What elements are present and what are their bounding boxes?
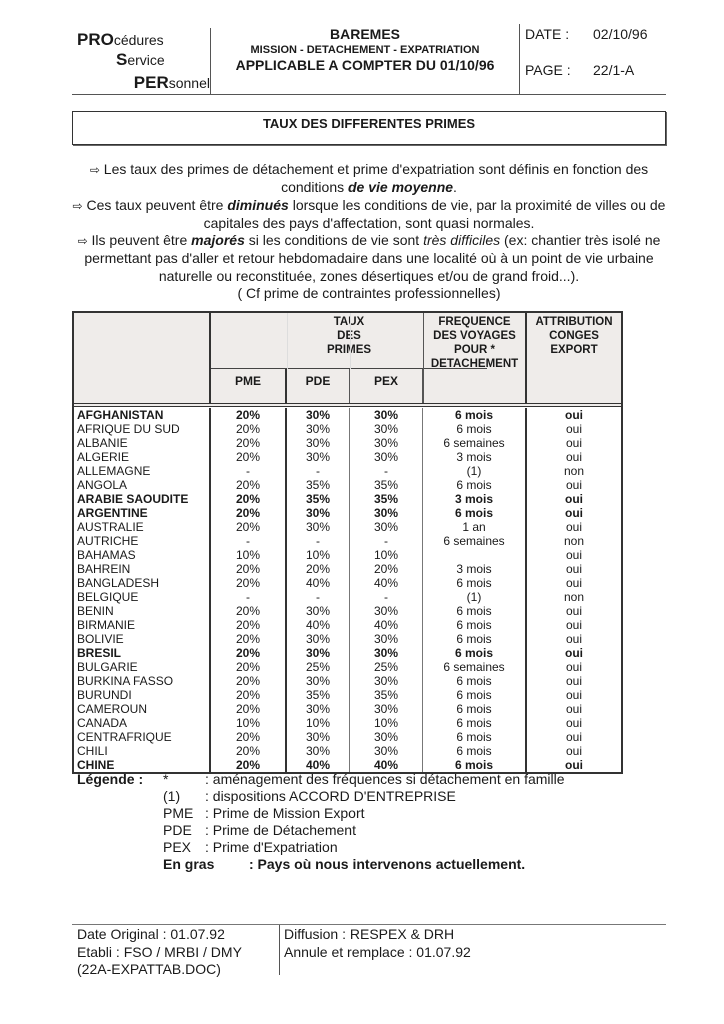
date-value: 02/10/96 bbox=[593, 26, 648, 42]
cell-attr: oui bbox=[565, 688, 582, 702]
cell-pde: 30% bbox=[287, 520, 350, 534]
cell-country: CANADA bbox=[74, 716, 211, 730]
legend-desc: : Prime de Détachement bbox=[205, 822, 356, 838]
cell-pex: 35% bbox=[350, 478, 423, 492]
cell-pme: 20% bbox=[211, 562, 287, 576]
legend-key: * bbox=[163, 771, 169, 787]
cell-pme: 20% bbox=[211, 450, 287, 464]
cell-freq: 6 mois bbox=[423, 646, 527, 660]
header-line: ATTRIBUTION bbox=[535, 316, 613, 328]
logo-cedures: cédures bbox=[113, 32, 164, 48]
table-row bbox=[74, 492, 621, 506]
header-line: FREQUENCE bbox=[438, 316, 511, 328]
cell-pex: 30% bbox=[350, 436, 423, 450]
cell-country: ALBANIE bbox=[74, 436, 211, 450]
table-row bbox=[74, 590, 621, 604]
table-row bbox=[74, 576, 621, 590]
footer-left bbox=[77, 926, 242, 979]
cell-freq: 6 mois bbox=[423, 506, 527, 520]
emphasis-text: majorés bbox=[191, 232, 245, 249]
table-row bbox=[74, 534, 621, 548]
header-line: DES VOYAGES bbox=[433, 330, 516, 342]
cell-pex: 40% bbox=[350, 576, 423, 590]
header-line: PRIMES bbox=[326, 344, 372, 356]
table-row bbox=[74, 688, 621, 702]
table-row bbox=[74, 646, 621, 660]
intro-text-span: . bbox=[453, 179, 457, 196]
header-divider bbox=[287, 313, 288, 369]
cell-country: AFRIQUE DU SUD bbox=[74, 422, 211, 436]
cell-pme: 20% bbox=[211, 632, 287, 646]
table-header bbox=[74, 313, 621, 407]
legend-desc: : Prime de Mission Export bbox=[205, 805, 365, 821]
table-row bbox=[74, 660, 621, 674]
cell-country: CHINE bbox=[74, 758, 211, 772]
table-row bbox=[74, 744, 621, 758]
table-row bbox=[74, 674, 621, 688]
cell-pex: - bbox=[350, 464, 423, 478]
cell-pme: 20% bbox=[211, 492, 287, 506]
cell-pme: 20% bbox=[211, 478, 287, 492]
cell-pex: 30% bbox=[350, 506, 423, 520]
cell-pme: 20% bbox=[211, 660, 287, 674]
cell-attr: non bbox=[563, 590, 585, 604]
cell-country: BANGLADESH bbox=[74, 576, 211, 590]
cell-attr: oui bbox=[565, 618, 582, 632]
cell-freq: 6 mois bbox=[423, 730, 527, 744]
cell-country: BURKINA FASSO bbox=[74, 674, 211, 688]
cell-country: BENIN bbox=[74, 604, 211, 618]
cell-pex: 30% bbox=[350, 450, 423, 464]
intro-text-span: Ces taux peuvent être bbox=[82, 196, 228, 213]
header-line: DETACHEMENT bbox=[430, 358, 519, 370]
cell-pde: 30% bbox=[287, 702, 350, 716]
intro-text bbox=[72, 161, 666, 302]
cell-attr: oui bbox=[565, 702, 582, 716]
emphasis-text: de vie moyenne bbox=[348, 179, 454, 196]
cell-country: BRESIL bbox=[74, 646, 211, 660]
arrow-right-icon: ⇨ bbox=[77, 234, 88, 249]
cell-pde: - bbox=[287, 590, 350, 604]
document-header bbox=[72, 24, 666, 94]
cell-pde: 35% bbox=[287, 492, 350, 506]
cell-freq: 6 mois bbox=[423, 744, 527, 758]
cell-pex: - bbox=[350, 534, 423, 548]
logo-ervice: ervice bbox=[127, 52, 165, 68]
cell-pme: 20% bbox=[211, 646, 287, 660]
legend-desc: : aménagement des fréquences si détachement en famille bbox=[205, 771, 565, 787]
cell-attr: oui bbox=[565, 576, 582, 590]
cell-country: ALGERIE bbox=[74, 450, 211, 464]
cell-freq: (1) bbox=[423, 590, 527, 604]
footer-divider bbox=[279, 925, 280, 975]
cell-country: BURUNDI bbox=[74, 688, 211, 702]
table-row bbox=[74, 478, 621, 492]
page-label: PAGE : bbox=[525, 62, 571, 78]
cell-pex: 25% bbox=[350, 660, 423, 674]
cell-country: BOLIVIE bbox=[74, 632, 211, 646]
legend-desc: : dispositions ACCORD D'ENTREPRISE bbox=[205, 788, 456, 804]
table-row bbox=[74, 604, 621, 618]
cell-pde: 30% bbox=[287, 730, 350, 744]
rates-table bbox=[72, 311, 623, 774]
intro-text-span: lorsque les conditions de vie, par la proximité de villes ou de capitales des pays d'affectation, sont quasi normales. bbox=[203, 196, 666, 231]
legend-desc: : Prime d'Expatriation bbox=[205, 839, 338, 855]
intro-paragraph-3 bbox=[72, 232, 666, 285]
footer-diffusion: Diffusion : RESPEX & DRH bbox=[284, 926, 455, 942]
cell-pme: 20% bbox=[211, 506, 287, 520]
arrow-right-icon: ⇨ bbox=[72, 198, 83, 213]
table-row bbox=[74, 618, 621, 632]
intro-text-span: Les taux des primes de détachement et prime d'expatriation sont définis en fonction des conditions bbox=[99, 161, 649, 196]
cell-country: AUSTRALIE bbox=[74, 520, 211, 534]
cell-attr: oui bbox=[565, 562, 582, 576]
cell-country: ANGOLA bbox=[74, 478, 211, 492]
cell-country: CENTRAFRIQUE bbox=[74, 730, 211, 744]
cell-pde: 30% bbox=[287, 436, 350, 450]
header-subtitle: MISSION - DETACHEMENT - EXPATRIATION bbox=[250, 44, 480, 56]
cell-attr: oui bbox=[565, 506, 583, 520]
cell-freq: 3 mois bbox=[423, 492, 527, 506]
cell-pde: 30% bbox=[287, 744, 350, 758]
cell-freq: 6 mois bbox=[423, 618, 527, 632]
cell-freq: 6 mois bbox=[423, 674, 527, 688]
cell-freq: 6 semaines bbox=[423, 436, 527, 450]
header-line: POUR * bbox=[454, 344, 495, 356]
cell-pde: 30% bbox=[287, 450, 350, 464]
cell-attr: non bbox=[563, 464, 585, 478]
table-row bbox=[74, 450, 621, 464]
cell-pde: 10% bbox=[287, 716, 350, 730]
table-row bbox=[74, 422, 621, 436]
legend-key: (1) bbox=[163, 788, 181, 804]
cell-attr: oui bbox=[565, 520, 582, 534]
cell-freq: 6 mois bbox=[423, 688, 527, 702]
cell-pex: 30% bbox=[350, 674, 423, 688]
table-row bbox=[74, 730, 621, 744]
header-divider bbox=[519, 24, 520, 94]
header-pde: PDE bbox=[287, 369, 350, 403]
cell-pme: 20% bbox=[211, 758, 287, 772]
legend-key: PDE bbox=[163, 822, 192, 838]
cell-attr: oui bbox=[565, 478, 582, 492]
table-row bbox=[74, 506, 621, 520]
cell-attr: oui bbox=[565, 632, 582, 646]
cell-attr: non bbox=[563, 534, 585, 548]
cell-attr: oui bbox=[565, 674, 582, 688]
cell-freq: 3 mois bbox=[423, 450, 527, 464]
cell-pde: 30% bbox=[287, 408, 350, 422]
header-frequence bbox=[423, 313, 527, 403]
cell-attr: oui bbox=[565, 646, 583, 660]
cell-pde: 10% bbox=[287, 548, 350, 562]
cell-attr: oui bbox=[565, 492, 583, 506]
cell-pme: 20% bbox=[211, 436, 287, 450]
cell-pex: 30% bbox=[350, 702, 423, 716]
cell-pex: 35% bbox=[350, 492, 423, 506]
cell-country: CAMEROUN bbox=[74, 702, 211, 716]
cell-pde: - bbox=[287, 534, 350, 548]
cell-attr: oui bbox=[565, 758, 583, 772]
cell-pde: 25% bbox=[287, 660, 350, 674]
cell-pme: 20% bbox=[211, 688, 287, 702]
cell-pex: 30% bbox=[350, 520, 423, 534]
cell-freq: 6 mois bbox=[423, 716, 527, 730]
cell-attr: oui bbox=[565, 730, 582, 744]
cell-attr: oui bbox=[565, 744, 582, 758]
header-title: BAREMES bbox=[329, 26, 400, 42]
header-country-blank bbox=[74, 313, 211, 403]
procedures-logo bbox=[72, 24, 210, 94]
footer-rule bbox=[72, 924, 666, 925]
cell-pde: 30% bbox=[287, 632, 350, 646]
cell-freq: 6 semaines bbox=[423, 660, 527, 674]
cell-pde: 30% bbox=[287, 506, 350, 520]
legend bbox=[77, 771, 657, 873]
table-row bbox=[74, 548, 621, 562]
cell-pme: 10% bbox=[211, 716, 287, 730]
cell-freq: 6 mois bbox=[423, 408, 527, 422]
cell-country: BELGIQUE bbox=[74, 590, 211, 604]
intro-paragraph-1 bbox=[72, 161, 666, 197]
header-applicable: APPLICABLE A COMPTER DU 01/10/96 bbox=[235, 57, 495, 73]
cell-country: BAHAMAS bbox=[74, 548, 211, 562]
cell-country: CHILI bbox=[74, 744, 211, 758]
cell-pme: - bbox=[211, 590, 287, 604]
cell-country: BAHREIN bbox=[74, 562, 211, 576]
cell-freq: 6 mois bbox=[423, 576, 527, 590]
header-pex: PEX bbox=[350, 369, 423, 403]
cell-attr: oui bbox=[565, 716, 582, 730]
cell-attr: oui bbox=[565, 422, 582, 436]
logo-pro: PRO bbox=[77, 30, 114, 49]
cell-pde: 30% bbox=[287, 604, 350, 618]
footer-right bbox=[284, 926, 471, 961]
cell-pme: 10% bbox=[211, 548, 287, 562]
cell-freq: 1 an bbox=[423, 520, 527, 534]
table-row bbox=[74, 758, 621, 772]
cell-pex: - bbox=[350, 590, 423, 604]
cell-pex: 40% bbox=[350, 618, 423, 632]
cell-pex: 35% bbox=[350, 688, 423, 702]
table-row bbox=[74, 436, 621, 450]
cell-pme: - bbox=[211, 464, 287, 478]
cell-attr: oui bbox=[565, 408, 583, 422]
cell-pde: 30% bbox=[287, 674, 350, 688]
cell-pex: 30% bbox=[350, 604, 423, 618]
cell-freq: 6 mois bbox=[423, 702, 527, 716]
cell-pme: 20% bbox=[211, 604, 287, 618]
cell-freq: 6 mois bbox=[423, 604, 527, 618]
cell-pex: 30% bbox=[350, 632, 423, 646]
intro-paragraph-4: ( Cf prime de contraintes professionnelles) bbox=[237, 285, 501, 302]
date-label: DATE : bbox=[525, 26, 570, 42]
header-rule bbox=[72, 94, 666, 95]
cell-pex: 10% bbox=[350, 716, 423, 730]
cell-country: ALLEMAGNE bbox=[74, 464, 211, 478]
intro-text-span: (ex: chantier très isolé ne permettant pas d'aller et retour hebdomadaire dans une localité où à un point de vie urbaine naturelle ou reconstituée, zones désertiques et/ou de grand froid...). bbox=[84, 232, 661, 284]
table-row bbox=[74, 716, 621, 730]
cell-attr: oui bbox=[565, 604, 582, 618]
cell-country: AFGHANISTAN bbox=[74, 408, 211, 422]
cell-freq: 6 mois bbox=[423, 478, 527, 492]
header-title-block bbox=[211, 26, 519, 74]
cell-pde: 35% bbox=[287, 688, 350, 702]
footer-date-original: Date Original : 01.07.92 bbox=[77, 926, 225, 942]
cell-freq: (1) bbox=[423, 464, 527, 478]
cell-pde: 40% bbox=[287, 618, 350, 632]
cell-pme: - bbox=[211, 534, 287, 548]
intro-paragraph-2 bbox=[72, 197, 666, 233]
cell-pde: 30% bbox=[287, 422, 350, 436]
cell-country: AUTRICHE bbox=[74, 534, 211, 548]
cell-pex: 30% bbox=[350, 646, 423, 660]
table-row bbox=[74, 407, 621, 422]
arrow-right-icon: ⇨ bbox=[89, 163, 100, 177]
cell-pme: 20% bbox=[211, 576, 287, 590]
cell-pme: 20% bbox=[211, 520, 287, 534]
footer-etabli: Etabli : FSO / MRBI / DMY bbox=[77, 943, 242, 960]
cell-pex: 30% bbox=[350, 422, 423, 436]
logo-s: S bbox=[116, 50, 128, 69]
cell-pex: 30% bbox=[350, 408, 423, 422]
cell-pde: 40% bbox=[287, 758, 350, 772]
table-row bbox=[74, 520, 621, 534]
cell-attr: oui bbox=[565, 660, 582, 674]
header-line: DES bbox=[337, 330, 361, 342]
cell-freq: 6 mois bbox=[423, 422, 527, 436]
cell-pde: 35% bbox=[287, 478, 350, 492]
cell-pme: 20% bbox=[211, 674, 287, 688]
cell-pex: 30% bbox=[350, 744, 423, 758]
header-attribution bbox=[527, 313, 621, 403]
cell-pme: 20% bbox=[211, 744, 287, 758]
logo-per: PER bbox=[133, 73, 169, 92]
cell-country: ARABIE SAOUDITE bbox=[74, 492, 211, 506]
cell-pme: 20% bbox=[211, 702, 287, 716]
cell-country: BULGARIE bbox=[74, 660, 211, 674]
logo-sonnel: sonnel bbox=[168, 75, 210, 91]
cell-pex: 10% bbox=[350, 548, 423, 562]
cell-pde: 40% bbox=[287, 576, 350, 590]
legend-key: PEX bbox=[163, 839, 192, 855]
header-line: TAUX bbox=[333, 316, 365, 328]
cell-country: ARGENTINE bbox=[74, 506, 211, 520]
page-value: 22/1-A bbox=[593, 62, 635, 78]
header-line: CONGES bbox=[549, 330, 599, 342]
cell-freq bbox=[423, 548, 527, 562]
table-row bbox=[74, 632, 621, 646]
cell-freq: 6 mois bbox=[423, 632, 527, 646]
emphasis-text: diminués bbox=[227, 196, 289, 213]
cell-pme: 20% bbox=[211, 408, 287, 422]
legend-desc-bold: : Pays où nous intervenons actuellement. bbox=[249, 856, 526, 872]
cell-pde: 20% bbox=[287, 562, 350, 576]
table-body bbox=[74, 407, 621, 772]
header-divider bbox=[350, 313, 351, 369]
cell-attr: oui bbox=[565, 450, 582, 464]
cell-pme: 20% bbox=[211, 730, 287, 744]
footer-filename: (22A-EXPATTAB.DOC) bbox=[77, 961, 221, 977]
header-line: EXPORT bbox=[550, 344, 598, 356]
section-title: TAUX DES DIFFERENTES PRIMES bbox=[72, 111, 666, 145]
cell-freq: 3 mois bbox=[423, 562, 527, 576]
table-row bbox=[74, 702, 621, 716]
cell-pex: 40% bbox=[350, 758, 423, 772]
cell-attr: oui bbox=[565, 548, 582, 562]
intro-text-span: si les conditions de vie sont bbox=[244, 232, 424, 249]
italic-text: très difficiles bbox=[423, 232, 501, 249]
cell-pde: - bbox=[287, 464, 350, 478]
cell-pme: 20% bbox=[211, 618, 287, 632]
legend-key-bold: En gras bbox=[163, 856, 215, 872]
header-pme: PME bbox=[211, 369, 287, 403]
cell-country: BIRMANIE bbox=[74, 618, 211, 632]
legend-heading: Légende : bbox=[77, 771, 144, 787]
cell-pex: 30% bbox=[350, 730, 423, 744]
legend-key: PME bbox=[163, 805, 194, 821]
cell-pme: 20% bbox=[211, 422, 287, 436]
cell-pde: 30% bbox=[287, 646, 350, 660]
footer-annule: Annule et remplace : 01.07.92 bbox=[284, 943, 471, 960]
cell-freq: 6 mois bbox=[423, 758, 527, 772]
cell-freq: 6 semaines bbox=[423, 534, 527, 548]
cell-attr: oui bbox=[565, 436, 582, 450]
table-row bbox=[74, 464, 621, 478]
cell-pex: 20% bbox=[350, 562, 423, 576]
table-row bbox=[74, 562, 621, 576]
intro-text-span: Ils peuvent être bbox=[87, 232, 192, 249]
